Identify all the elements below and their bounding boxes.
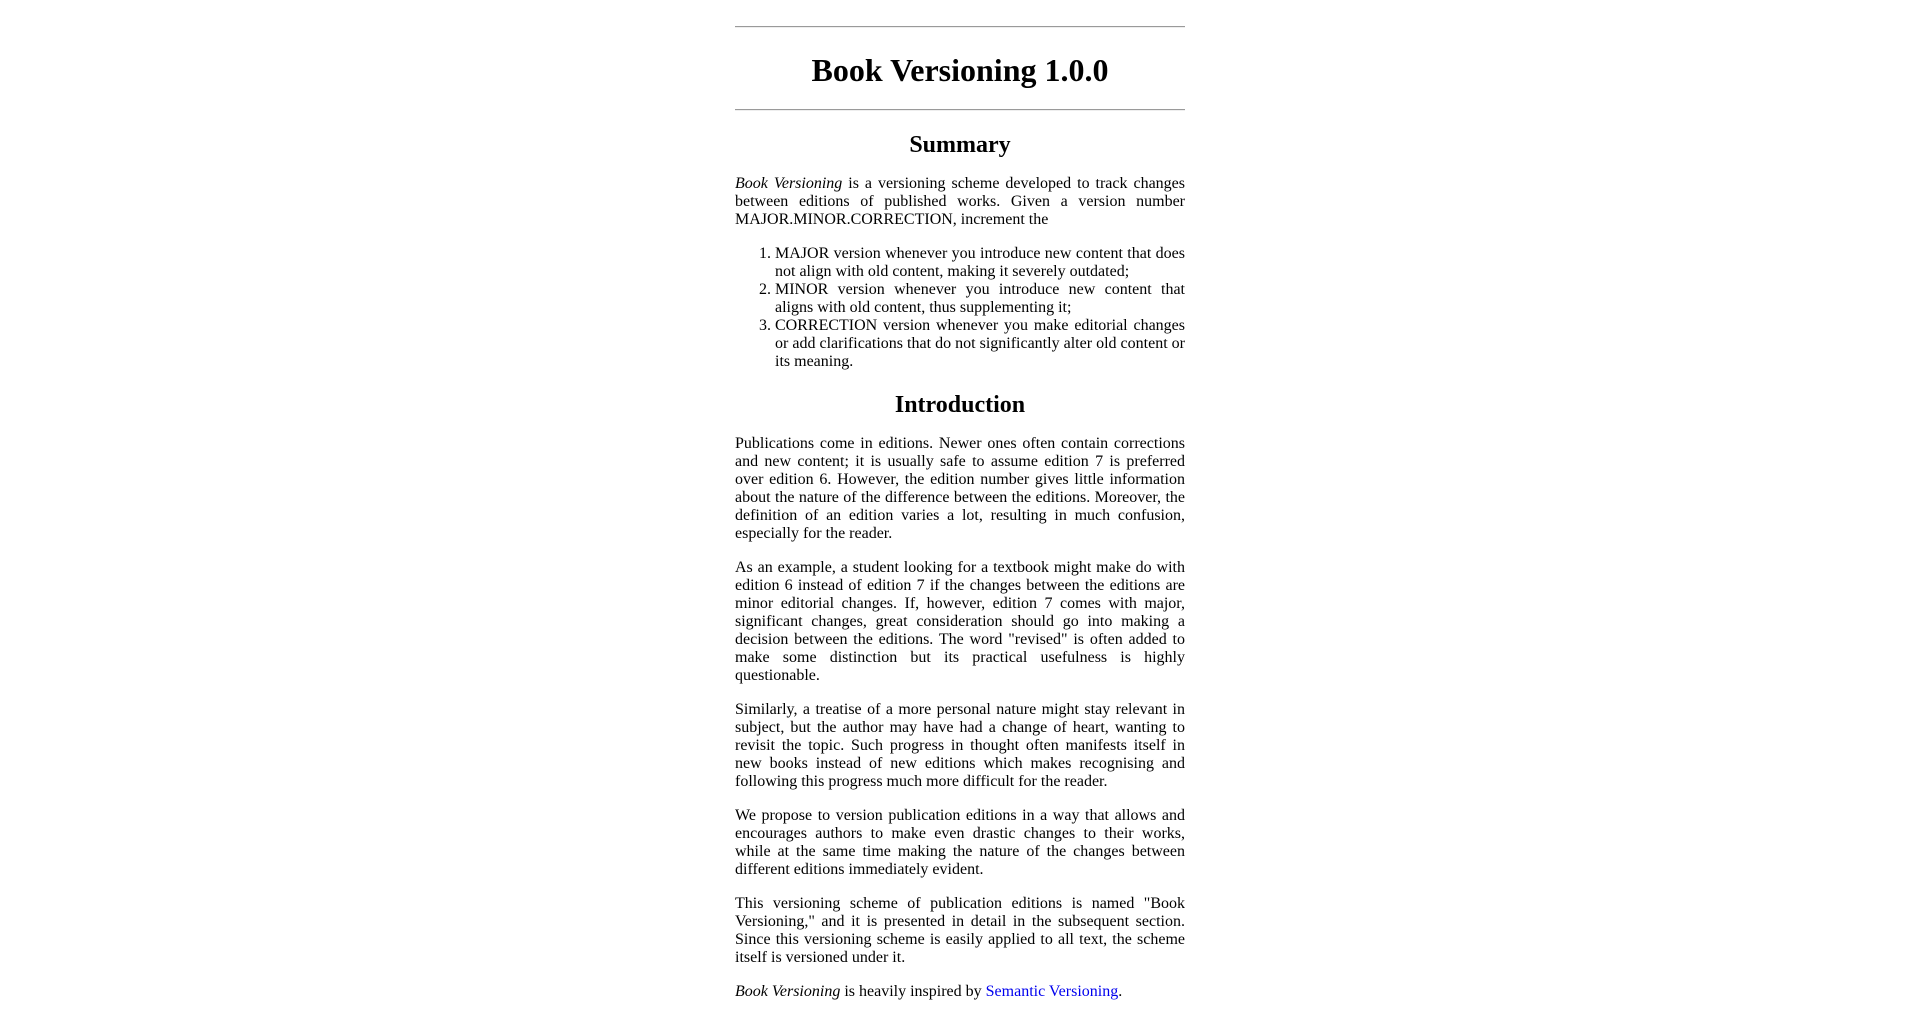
summary-list-item-major: 1. MAJOR version whenever you introduce new content that does not align with old content, making it severely outdated;	[775, 245, 1185, 281]
introduction-paragraph-2: As an example, a student looking for a textbook might make do with edition 6 instead of edition 7 if the changes between the editions are minor editorial changes. If, however, edition 7 comes with major, significant changes, great consideration should go into making a decision between the editions. The word "revised" is often added to make some distinction but its practical usefulness is highly questionable.	[735, 559, 1185, 684]
introduction-paragraph-6-end: .	[1118, 983, 1123, 1000]
title-rule-top	[735, 26, 1185, 28]
summary-intro	[735, 175, 1185, 229]
introduction-heading: Introduction	[894, 392, 1026, 418]
summary-intro-text: is a versioning scheme developed to track changes between editions of published works. Given a version number MAJOR.MINOR.CORRECTION, increment the	[735, 175, 1186, 228]
introduction-paragraph-3: Similarly, a treatise of a more personal nature might stay relevant in subject, but the author may have had a change of heart, wanting to revisit the topic. Such progress in thought often manifests itself in new books instead of new editions which makes recognising and following this progress much more difficult for the reader.	[735, 701, 1185, 790]
summary-list-item-correction: 3. CORRECTION version whenever you make editorial changes or add clarifications that do not significantly alter old content or its meaning.	[775, 317, 1185, 371]
document	[735, 0, 1185, 1017]
summary-list	[735, 245, 1185, 371]
summary-intro-emphasis: Book Versioning	[735, 175, 843, 192]
introduction-paragraph-6	[735, 983, 1185, 1001]
summary-list-item-minor: 2. MINOR version whenever you introduce new content that aligns with old content, thus supplementing it;	[775, 281, 1185, 317]
summary-heading: Summary	[909, 132, 1011, 158]
introduction-paragraph-6-emphasis: Book Versioning	[735, 983, 841, 1000]
page-title: Book Versioning 1.0.0	[811, 52, 1109, 88]
semantic-versioning-link[interactable]: Semantic Versioning	[985, 983, 1119, 1000]
introduction-paragraph-1: Publications come in editions. Newer ones often contain corrections and new content; it is usually safe to assume edition 7 is preferred over edition 6. However, the edition number gives little information about the nature of the difference between the editions. Moreover, the definition of an edition varies a lot, resulting in much confusion, especially for the reader.	[735, 435, 1185, 542]
introduction-paragraph-5: This versioning scheme of publication editions is named "Book Versioning," and it is presented in detail in the subsequent section. Since this versioning scheme is easily applied to all text, the scheme itself is versioned under it.	[735, 895, 1185, 966]
title-rule-bottom	[735, 109, 1185, 111]
introduction-paragraph-6-text: is heavily inspired by	[840, 983, 986, 1000]
introduction-paragraph-4: We propose to version publication editions in a way that allows and encourages authors to make even drastic changes to their works, while at the same time making the nature of the changes between different editions immediately evident.	[735, 807, 1185, 878]
